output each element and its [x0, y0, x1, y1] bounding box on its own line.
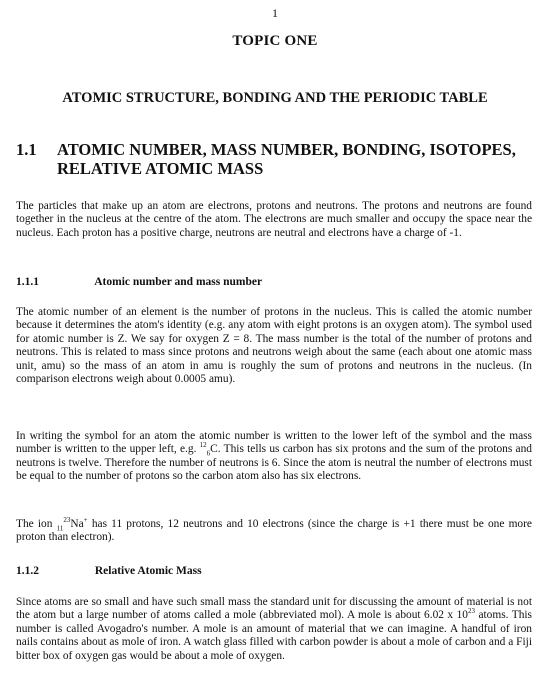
sodium-symbol: Na — [70, 518, 84, 530]
subsection-title: Atomic number and mass number — [94, 276, 263, 288]
section-number: 1.1 — [16, 140, 37, 159]
carbon-isotope-symbol — [199, 441, 218, 458]
topic-heading: TOPIC ONE — [232, 33, 318, 49]
subsection-heading-1-1-1 — [16, 276, 262, 288]
mole-text-2: atoms. This number is called Avogadro's number. A mole is an amount of material that we can imagine. A handful of iron nails contains about as mole of iron. A watch glass filled with carbon powder is about a mole of carbon and a Fiji bitter box of oxygen gas would be about a mole of oxygen. — [16, 609, 532, 662]
intro-paragraph: The particles that make up an atom are electrons, protons and neutrons. The protons and neutrons are found together in the nucleus at the centre of the atom. The electrons are much smaller and occupy the space near the nucleus. Each proton has a positive charge, neutrons are neutral and electrons have a charge of -1. — [16, 200, 532, 239]
subsection-heading-1-1-2 — [16, 565, 202, 577]
sodium-ion-text-1: The ion — [16, 518, 53, 530]
symbol-notation-text-2: . This tells us carbon has six protons and the sum of the protons and neutrons is twelve. Therefore the number of neutrons is 6. Since the atom is neutral the number of electrons must be equal to the number of protons so the carbon atom also has six electrons. — [16, 443, 532, 483]
sodium-charge: + — [83, 516, 88, 525]
symbol-notation-text-1: In writing the symbol for an atom the atomic number is written to the lower left of the symbol and the mass number is written to the upper left, e.g. — [16, 430, 532, 456]
carbon-atomic-number: 6 — [206, 449, 211, 458]
carbon-symbol: C — [210, 443, 218, 456]
mole-text-1: Since atoms are so small and have such small mass the standard unit for discussing the amount of material is not the atom but a large number of atoms called a mole (abbreviated mol). A mole is about 6.02 x 10 — [16, 596, 532, 622]
avogadro-exponent: 23 — [467, 607, 475, 616]
chapter-title: ATOMIC STRUCTURE, BONDING AND THE PERIODIC TABLE — [62, 90, 488, 106]
sodium-mass-number: 23 — [63, 516, 71, 525]
sodium-ion-text-2: has 11 protons, 12 neutrons and 10 electrons (since the charge is +1 there must be one more proton than electron). — [16, 518, 532, 544]
sodium-ion-paragraph — [16, 518, 532, 545]
subsection-number: 1.1.1 — [16, 276, 39, 288]
symbol-notation-paragraph — [16, 430, 532, 484]
subsection-title: Relative Atomic Mass — [94, 565, 202, 577]
atomic-number-paragraph: The atomic number of an element is the number of protons in the nucleus. This is called the atomic number because it determines the atom's identity (e.g. any atom with eight protons is an oxygen atom). The symbol used for atomic number is Z. We say for oxygen Z = 8. The mass number is the total of the number of protons and neutrons. This is related to mass since protons and neutrons weigh about the same (each about one atomic mass unit, amu) so the mass of an atom in amu is roughly the sum of protons and neutrons in the nucleus. (In comparison electrons weigh about 0.0005 amu). — [16, 306, 532, 386]
page-number: 1 — [272, 6, 278, 20]
carbon-mass-number: 12 — [199, 441, 207, 450]
section-title: ATOMIC NUMBER, MASS NUMBER, BONDING, ISOTOPES, RELATIVE ATOMIC MASS — [57, 140, 516, 178]
sodium-ion-symbol — [56, 516, 88, 533]
relative-atomic-mass-paragraph — [16, 596, 532, 663]
subsection-number: 1.1.2 — [16, 565, 39, 577]
sodium-atomic-number: 11 — [56, 524, 64, 533]
